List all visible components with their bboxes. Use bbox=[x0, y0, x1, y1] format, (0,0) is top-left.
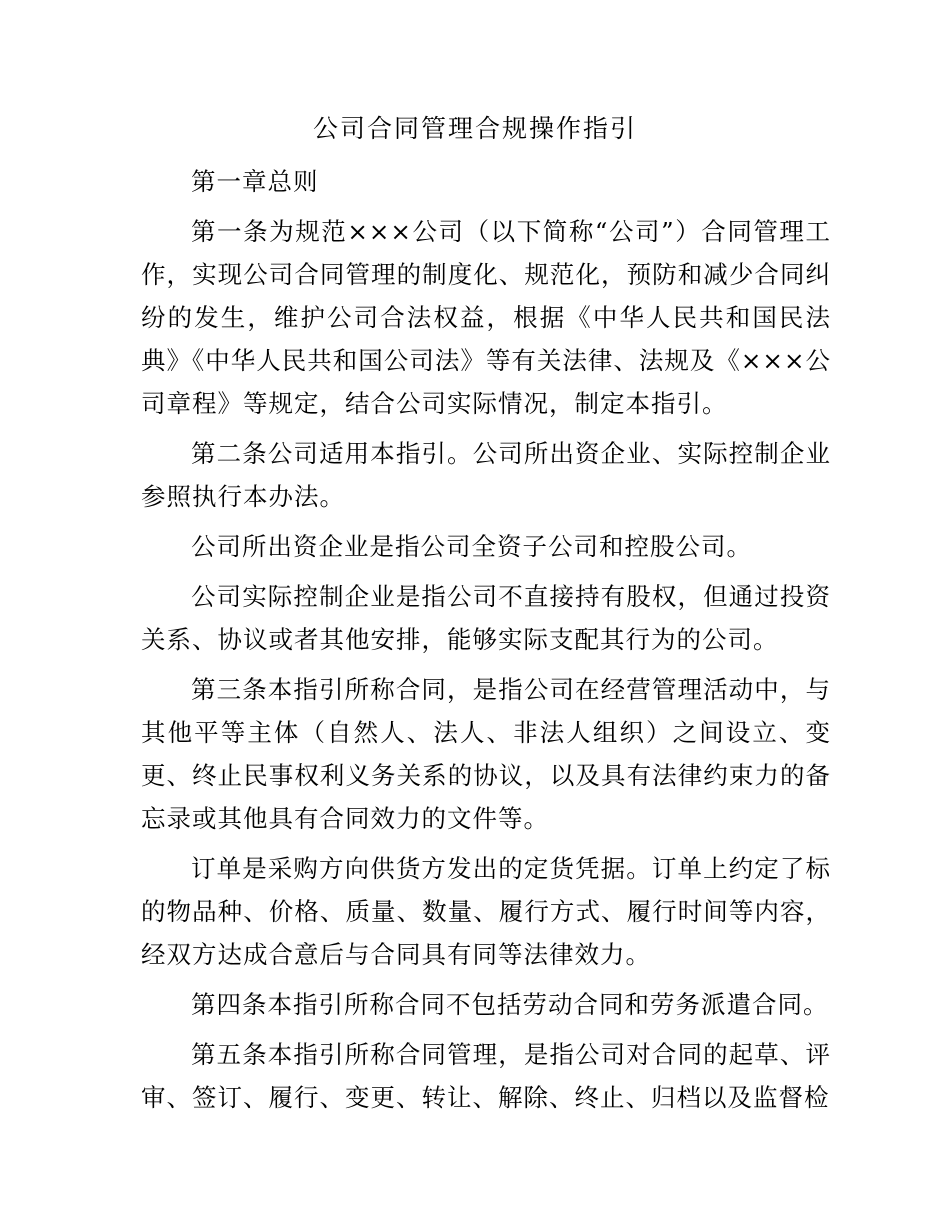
paragraph-article-3: 第三条本指引所称合同，是指公司在经营管理活动中，与其他平等主体（自然人、法人、非法人组织）之间设立、变更、终止民事权利义务关系的协议，以及具有法律约束力的备忘录或其他具有合同效力的文件等。 bbox=[141, 675, 831, 833]
chapter-heading: 第一章总则 bbox=[191, 167, 319, 196]
paragraph-article-2: 第二条公司适用本指引。公司所出资企业、实际控制企业参照执行本办法。 bbox=[141, 439, 831, 511]
paragraph-orders: 订单是采购方向供货方发出的定货凭据。订单上约定了标的物品种、价格、质量、数量、履行方式、履行时间等内容，经双方达成合意后与合同具有同等法律效力。 bbox=[141, 854, 831, 969]
document-title: 公司合同管理合规操作指引 bbox=[312, 114, 637, 143]
paragraph-article-4: 第四条本指引所称合同不包括劳动合同和劳务派遣合同。 bbox=[191, 990, 829, 1019]
paragraph-article-5: 第五条本指引所称合同管理，是指公司对合同的起草、评审、签订、履行、变更、转让、解除、终止、归档以及监督检 bbox=[141, 1040, 831, 1112]
paragraph-article-1: 第一条为规范×××公司（以下简称“公司”）合同管理工作，实现公司合同管理的制度化、规范化，预防和减少合同纠纷的发生，维护公司合法权益，根据《中华人民共和国民法典》《中华人民共和国公司法》等有关法律、法规及《×××公司章程》等规定，结合公司实际情况，制定本指引。 bbox=[141, 217, 831, 418]
paragraph-controlled-enterprises: 公司实际控制企业是指公司不直接持有股权，但通过投资关系、协议或者其他安排，能够实际支配其行为的公司。 bbox=[141, 582, 831, 654]
document-body bbox=[141, 160, 831, 1126]
paragraph-invested-enterprises: 公司所出资企业是指公司全资子公司和控股公司。 bbox=[191, 532, 752, 561]
